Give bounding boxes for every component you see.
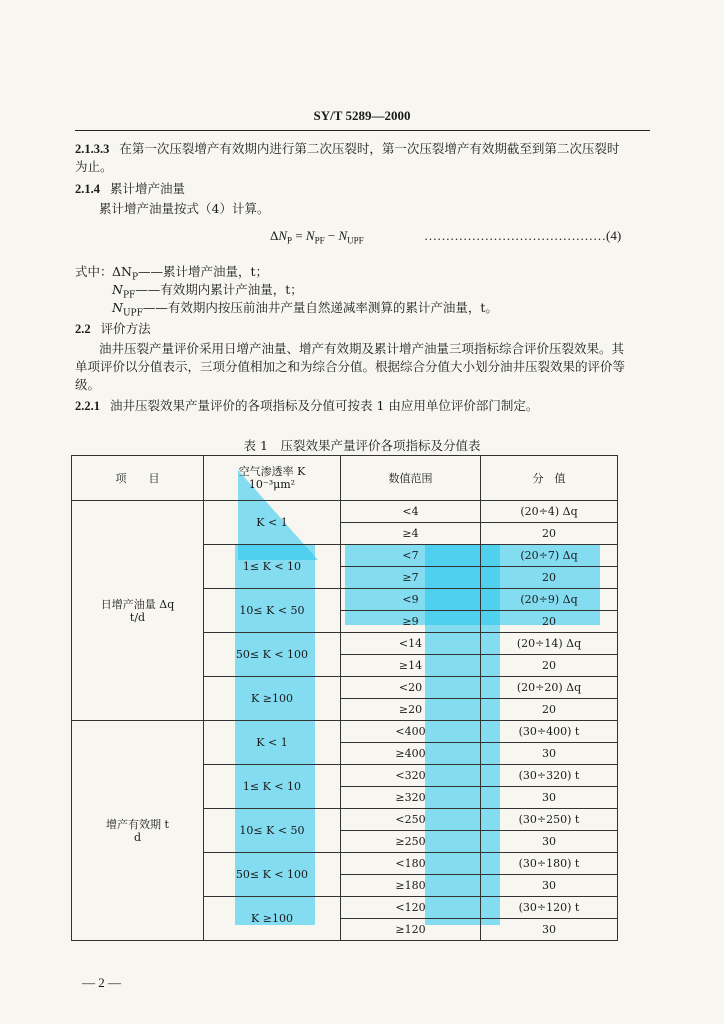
clause-text: 在第一次压裂增产有效期内进行第二次压裂时，第一次压裂增产有效期截至到第二次压裂时为止。: [75, 141, 620, 174]
range-cell: <320: [341, 765, 481, 787]
range-cell: ≥180: [341, 875, 481, 897]
definition-3: [112, 299, 498, 323]
score-cell: 20: [481, 655, 618, 677]
clause-number: 2.2.1: [75, 399, 100, 413]
permeability-cell: K < 1: [204, 721, 341, 765]
score-cell: 20: [481, 567, 618, 589]
range-cell: ≥20: [341, 699, 481, 721]
score-cell: (20÷20) Δq: [481, 677, 618, 699]
evaluation-table: [71, 455, 618, 941]
permeability-cell: K ≥100: [204, 897, 341, 941]
range-cell: ≥7: [341, 567, 481, 589]
range-cell: ≥9: [341, 611, 481, 633]
group-item: 日增产油量 Δq t/d: [72, 501, 204, 721]
score-cell: 20: [481, 523, 618, 545]
header-item: 项 目: [72, 456, 204, 501]
table-row: [72, 721, 618, 743]
def-desc: ——有效期内按压前油井产量自然递减率测算的累计产油量，t。: [142, 300, 498, 315]
range-cell: <9: [341, 589, 481, 611]
score-cell: (30÷400) t: [481, 721, 618, 743]
def-subscript: PF: [122, 290, 136, 301]
range-cell: ≥250: [341, 831, 481, 853]
score-cell: 20: [481, 611, 618, 633]
def-subscript: UPF: [122, 308, 143, 319]
permeability-cell: K ≥100: [204, 677, 341, 721]
header-range: 数值范围: [341, 456, 481, 501]
score-cell: (30÷180) t: [481, 853, 618, 875]
def-symbol: N: [112, 282, 123, 297]
equation-number: ……………………………………(4): [424, 228, 622, 243]
clause-title: 累计增产油量: [110, 181, 186, 196]
range-cell: <180: [341, 853, 481, 875]
score-cell: (20÷4) Δq: [481, 501, 618, 523]
def-desc: ——累计增产油量，t；: [138, 264, 269, 279]
clause-22: [75, 320, 630, 338]
score-cell: 20: [481, 699, 618, 721]
score-cell: 30: [481, 875, 618, 897]
score-cell: (30÷120) t: [481, 897, 618, 919]
table-caption: 表 1 压裂效果产量评价各项指标及分值表: [243, 438, 481, 453]
where-label: 式中：: [75, 264, 113, 279]
range-cell: ≥14: [341, 655, 481, 677]
clause-number: 2.2: [75, 322, 91, 336]
score-cell: 30: [481, 831, 618, 853]
clause-text: 油井压裂效果产量评价的各项指标及分值可按表 1 由应用单位评价部门制定。: [110, 398, 539, 413]
def-symbol: ΔN: [112, 264, 132, 279]
score-cell: 30: [481, 743, 618, 765]
score-cell: (20÷14) Δq: [481, 633, 618, 655]
range-cell: <7: [341, 545, 481, 567]
clause-2133: [75, 140, 630, 176]
range-cell: <250: [341, 809, 481, 831]
permeability-cell: 1≤ K < 10: [204, 765, 341, 809]
table-header-row: [72, 456, 618, 501]
permeability-cell: 50≤ K < 100: [204, 853, 341, 897]
score-cell: 30: [481, 919, 618, 941]
clause-title: 评价方法: [100, 321, 151, 336]
permeability-cell: 10≤ K < 50: [204, 809, 341, 853]
score-cell: (20÷7) Δq: [481, 545, 618, 567]
range-cell: <4: [341, 501, 481, 523]
clause-number: 2.1.3.3: [75, 142, 110, 156]
clause-214: [75, 180, 630, 198]
group-item: 增产有效期 t d: [72, 721, 204, 941]
permeability-cell: 1≤ K < 10: [204, 545, 341, 589]
range-cell: <120: [341, 897, 481, 919]
range-cell: ≥4: [341, 523, 481, 545]
permeability-cell: K < 1: [204, 501, 341, 545]
permeability-cell: 50≤ K < 100: [204, 633, 341, 677]
header-rule: [75, 130, 650, 131]
def-desc: ——有效期内累计产油量，t；: [135, 282, 303, 297]
def-subscript: P: [131, 272, 139, 283]
range-cell: ≥320: [341, 787, 481, 809]
score-cell: 30: [481, 787, 618, 809]
range-cell: ≥120: [341, 919, 481, 941]
header-score: 分 值: [481, 456, 618, 501]
permeability-cell: 10≤ K < 50: [204, 589, 341, 633]
clause-221: [75, 397, 630, 415]
clause-number: 2.1.4: [75, 182, 100, 196]
clause-214-body: 累计增产油量按式（4）计算。: [99, 201, 270, 216]
score-cell: (20÷9) Δq: [481, 589, 618, 611]
range-cell: <20: [341, 677, 481, 699]
page-number: — 2 —: [82, 975, 121, 990]
range-cell: <400: [341, 721, 481, 743]
score-cell: (30÷320) t: [481, 765, 618, 787]
page-header: SY/T 5289—2000: [313, 108, 411, 123]
range-cell: ≥400: [341, 743, 481, 765]
equation-4: $\Delta N_P = N_{PF} - N_{UPF}$: [270, 228, 364, 246]
def-symbol: N: [112, 300, 123, 315]
table-row: [72, 501, 618, 523]
range-cell: <14: [341, 633, 481, 655]
clause-22-body: 油井压裂产量评价采用日增产油量、增产有效期及累计增产油量三项指标综合评价压裂效果。其单项评价以分值表示，三项分值相加之和为综合分值。根据综合分值大小划分油井压裂效果的评价等级。: [75, 341, 626, 392]
header-permeability: 空气渗透率 K 10⁻³μm²: [204, 456, 341, 501]
score-cell: (30÷250) t: [481, 809, 618, 831]
